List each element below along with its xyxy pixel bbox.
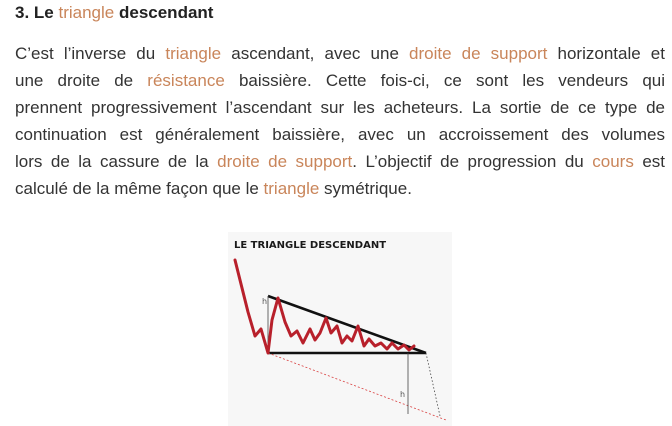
height-label-start: h bbox=[262, 297, 268, 306]
description-paragraph bbox=[15, 40, 665, 202]
text-segment: est bbox=[642, 152, 666, 171]
height-label-projection: h bbox=[400, 390, 406, 399]
descending-triangle-figure bbox=[228, 232, 452, 426]
text-segment: calculé de la même façon que le bbox=[15, 179, 259, 198]
paragraph-line-2 bbox=[15, 67, 665, 94]
paragraph-line-5 bbox=[15, 148, 665, 175]
heading-triangle-link[interactable]: triangle bbox=[58, 3, 115, 22]
link-resistance[interactable]: résistance bbox=[147, 71, 225, 90]
text-segment: C’est l’inverse du bbox=[15, 44, 156, 63]
text-segment: lors de la cassure de la bbox=[15, 152, 209, 171]
text-segment: ascendant, avec une bbox=[231, 44, 399, 63]
paragraph-line-1 bbox=[15, 40, 665, 67]
heading-rest: descendant bbox=[118, 3, 214, 22]
text-segment: symétrique. bbox=[324, 179, 412, 198]
link-droite-de-support-2[interactable]: droite de support bbox=[217, 152, 353, 171]
link-droite-de-support[interactable]: droite de support bbox=[409, 44, 548, 63]
heading-number: 3. Le bbox=[15, 3, 54, 22]
projection-line bbox=[268, 353, 446, 420]
link-triangle-2[interactable]: triangle bbox=[263, 179, 320, 198]
link-triangle[interactable]: triangle bbox=[165, 44, 222, 63]
text-segment: horizontale et bbox=[557, 44, 665, 63]
text-segment: une droite de bbox=[15, 71, 134, 90]
projection-guide bbox=[426, 353, 440, 416]
descending-triangle-diagram bbox=[228, 232, 452, 426]
figure-title: LE TRIANGLE DESCENDANT bbox=[234, 240, 387, 251]
paragraph-line-6 bbox=[15, 175, 665, 202]
paragraph-line-4: continuation est généralement baissière, avec un accroissement des volumes bbox=[15, 125, 665, 144]
text-segment: . L’objectif de progression du bbox=[352, 152, 584, 171]
link-cours[interactable]: cours bbox=[592, 152, 634, 171]
paragraph-line-3: prennent progressivement l’ascendant sur les acheteurs. La sortie de ce type de bbox=[15, 98, 665, 117]
section-heading bbox=[15, 1, 213, 25]
text-segment: baissière. Cette fois-ci, ce sont les vendeurs qui bbox=[238, 71, 666, 90]
